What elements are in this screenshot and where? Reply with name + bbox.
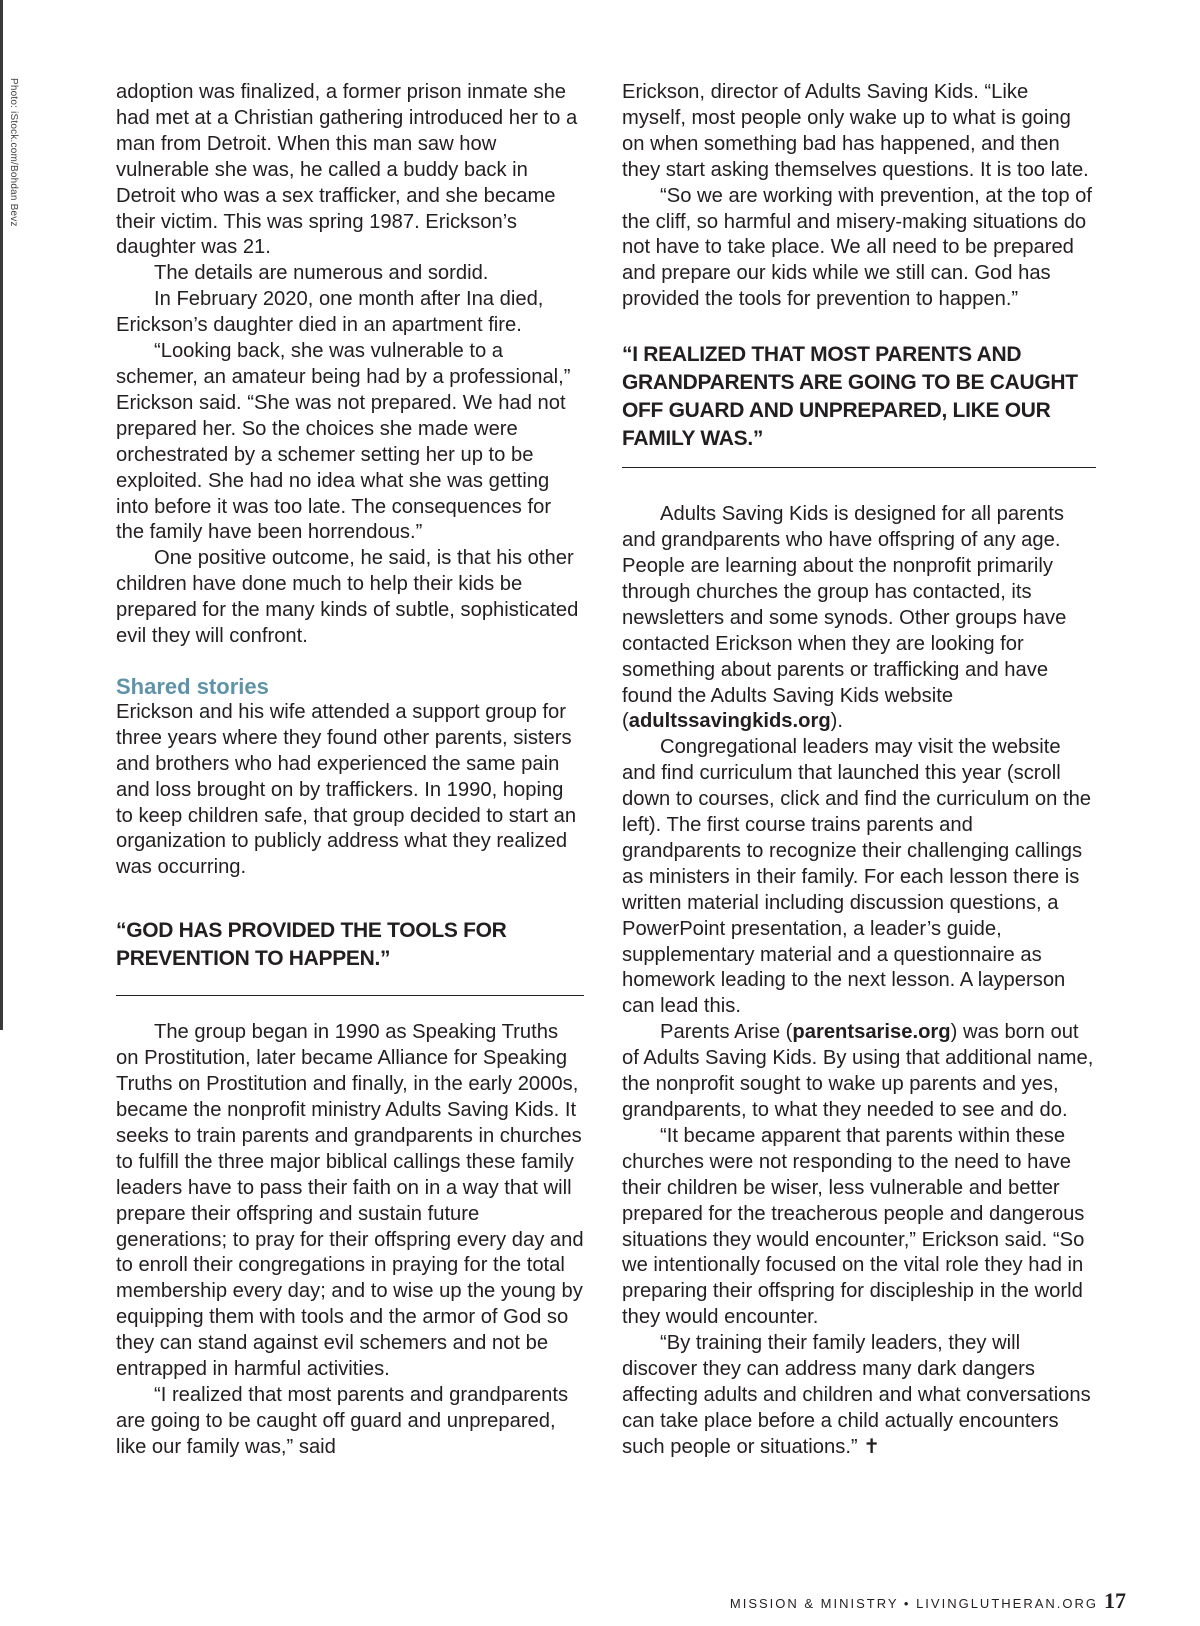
left-paragraph-5: One positive outcome, he said, is that his other children have done much to help their kids be prepared for the many kinds of subtle, sophisticated evil they will confront. [116, 547, 579, 648]
right-paragraph-3-end: ). [830, 710, 844, 733]
left-paragraph-3: In February 2020, one month after Ina died, Erickson’s daughter died in an apartment fire. [116, 288, 544, 337]
left-paragraph-8: “I realized that most parents and grandparents are going to be caught off guard and unprepared, like our family was,” said [116, 1383, 569, 1458]
photo-credit [6, 78, 20, 278]
right-paragraph-3 [622, 502, 1096, 735]
photo-credit-text: Photo: iStock.com/Bohdan Bevz [8, 78, 19, 227]
right-paragraph-1: Erickson, director of Adults Saving Kids. “Like myself, most people only wake up to what is going on when something bad has happened, and then they start asking themselves questions. It is too late. [622, 81, 1089, 181]
left-paragraph-7: The group began in 1990 as Speaking Truths on Prostitution, later became Alliance for Speaking Truths on Prostitution and finally, in the early 2000s, became the nonprofit ministry Adults Saving Kids. It seeks to train parents and grandparents in churches to fulfill the three major biblical callings these family leaders have to pass their faith on in a way that will prepare their offspring and sustain future generations; to pray for their offspring every day and to enroll their congregations in praying for the total membership every day; and to wise up the young by equipping them with tools and the armor of God so they can stand against evil schemers and not be entrapped in harmful activities. [116, 1021, 584, 1381]
right-paragraph-7 [622, 1331, 1096, 1461]
right-paragraph-5-start: Parents Arise ( [660, 1021, 793, 1044]
parents-arise-link: parentsarise.org [792, 1021, 951, 1044]
left-column [116, 80, 584, 1461]
left-paragraph-1: adoption was finalized, a former prison inmate she had met at a Christian gathering introduced her to a man from Detroit. When this man saw how vulnerable she was, he called a buddy back in Detroit who was a sex trafficker, and she became their victim. This was spring 1987. Erickson’s daughter was 21. [116, 81, 578, 259]
section-subhead: Shared stories [116, 673, 269, 699]
right-paragraph-2: “So we are working with prevention, at the top of the cliff, so harmful and misery-making situations do not have to take place. We all need to be prepared and prepare our kids while we still can. God has provided the tools for prevention to happen.” [622, 184, 1093, 311]
footer-section: MISSION & MINISTRY • LIVINGLUTHERAN.ORG [729, 1596, 1098, 1611]
page-number: 17 [1104, 1588, 1126, 1613]
right-paragraph-5-end: ) was born out of Adults Saving Kids. By using that additional name, the nonprofit sought to wake up parents and yes, grandparents, to what they needed to see and do. [622, 1021, 1094, 1121]
right-paragraph-6: “It became apparent that parents within these churches were not responding to the need to have their children be wiser, less vulnerable and better prepared for the treacherous people and dangerous situations they would encounter,” Erickson said. “So we intentionally focused on the vital role they had in preparing their offspring for discipleship in the world they would encounter. [622, 1124, 1085, 1329]
left-paragraph-4: “Looking back, she was vulnerable to a schemer, an amateur being had by a professional,” Erickson said. “She was not prepared. We had not prepared her. So the choices she made were orchestrated by a schemer setting her up to be exploited. She had no idea what she was getting into before it was too late. The consequences for the family have been horrendous.” [116, 340, 571, 544]
right-column [622, 80, 1096, 1461]
pull-quote-right: “I REALIZED THAT MOST PARENTS AND GRANDPARENTS ARE GOING TO BE CAUGHT OFF GUARD AND UNPREPARED, LIKE OUR FAMILY WAS.” [622, 341, 1096, 468]
left-paragraph-6: Erickson and his wife attended a support group for three years where they found other parents, sisters and brothers who had experienced the same pain and loss brought on by traffickers. In 1990, hoping to keep children safe, that group decided to start an organization to publicly address what they realized was occurring. [116, 700, 577, 879]
right-paragraph-4: Congregational leaders may visit the website and find curriculum that launched this year (scroll down to courses, click and find the curriculum on the left). The first course trains parents and grandparents to recognize their challenging callings as ministers in their family. For each lesson there is written material including discussion questions, a PowerPoint presentation, a leader’s guide, supplementary material and a questionnaire as homework leading to the next lesson. A layperson can lead this. [622, 736, 1092, 1018]
right-paragraph-3-text: Adults Saving Kids is designed for all parents and grandparents who have offspring of any age. People are learning about the nonprofit primarily through churches the group has contacted, its newsletters and some synods. Other groups have contacted Erickson when they are looking for something about parents or trafficking and have found the Adults Saving Kids website ( [622, 503, 1067, 733]
website-link: adultssavingkids.org [628, 710, 831, 733]
pull-quote-left: “GOD HAS PROVIDED THE TOOLS FOR PREVENTION TO HAPPEN.” [116, 917, 584, 996]
page-footer [730, 1588, 1126, 1614]
right-paragraph-5 [622, 1020, 1096, 1124]
right-paragraph-7-text: “By training their family leaders, they will discover they can address many dark dangers affecting adults and children and what conversations can take place before a child actually encounters such people or situations.” [622, 1332, 1091, 1458]
end-mark-icon: ✝ [863, 1435, 881, 1458]
page-edge-bar [0, 0, 3, 1030]
left-paragraph-2: The details are numerous and sordid. [154, 262, 489, 285]
